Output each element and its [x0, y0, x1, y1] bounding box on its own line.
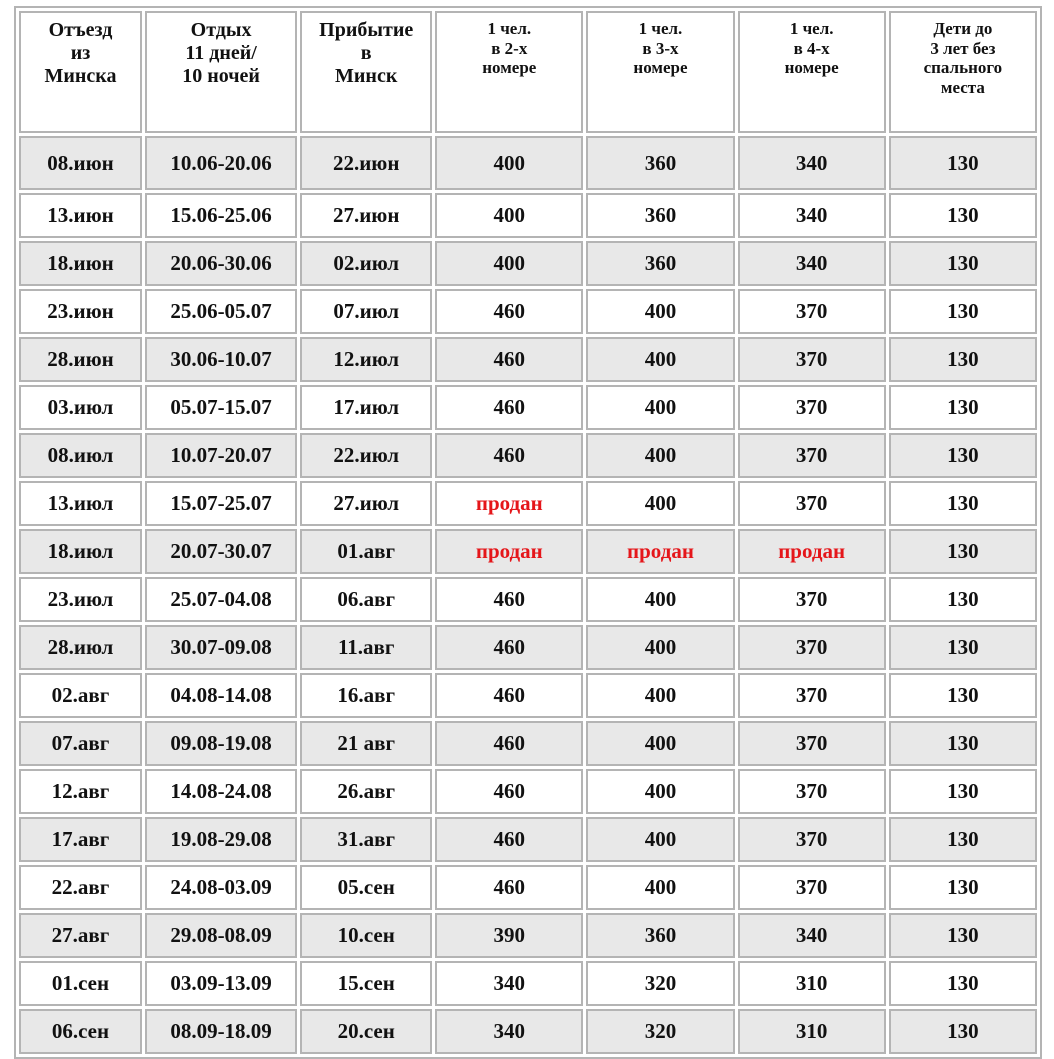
price-table-container [14, 6, 1042, 1059]
cell-arrival-date: 01.авг [300, 529, 432, 574]
cell-price-children: 130 [889, 136, 1037, 190]
cell-arrival-date: 21 авг [300, 721, 432, 766]
cell-stay-period: 03.09-13.09 [145, 961, 297, 1006]
cell-price-quad: 340 [738, 136, 886, 190]
cell-stay-period: 15.07-25.07 [145, 481, 297, 526]
cell-price-double: 460 [435, 769, 583, 814]
cell-price-triple: 400 [586, 865, 734, 910]
cell-arrival-date: 06.авг [300, 577, 432, 622]
cell-price-quad: 370 [738, 673, 886, 718]
cell-arrival-date: 27.июн [300, 193, 432, 238]
cell-departure-date: 23.июн [19, 289, 142, 334]
cell-arrival-date: 11.авг [300, 625, 432, 670]
cell-arrival-date: 22.июл [300, 433, 432, 478]
cell-price-children: 130 [889, 193, 1037, 238]
cell-price-children: 130 [889, 721, 1037, 766]
cell-price-quad: продан [738, 529, 886, 574]
cell-price-double: 460 [435, 865, 583, 910]
cell-price-children: 130 [889, 529, 1037, 574]
cell-price-double: продан [435, 529, 583, 574]
cell-price-children: 130 [889, 385, 1037, 430]
cell-departure-date: 01.сен [19, 961, 142, 1006]
cell-price-quad: 340 [738, 913, 886, 958]
cell-price-double: 400 [435, 193, 583, 238]
table-row [19, 1009, 1037, 1054]
cell-departure-date: 22.авг [19, 865, 142, 910]
cell-arrival-date: 15.сен [300, 961, 432, 1006]
cell-price-triple: 320 [586, 1009, 734, 1054]
cell-stay-period: 15.06-25.06 [145, 193, 297, 238]
cell-price-children: 130 [889, 289, 1037, 334]
cell-price-triple: 360 [586, 913, 734, 958]
cell-arrival-date: 10.сен [300, 913, 432, 958]
cell-price-quad: 370 [738, 385, 886, 430]
cell-price-triple: продан [586, 529, 734, 574]
cell-price-children: 130 [889, 1009, 1037, 1054]
table-row [19, 673, 1037, 718]
cell-stay-period: 08.09-18.09 [145, 1009, 297, 1054]
cell-price-double: 400 [435, 241, 583, 286]
cell-price-double: 340 [435, 961, 583, 1006]
cell-price-quad: 340 [738, 241, 886, 286]
price-table [14, 6, 1042, 1059]
cell-price-double: 390 [435, 913, 583, 958]
cell-stay-period: 20.06-30.06 [145, 241, 297, 286]
cell-price-double: 460 [435, 577, 583, 622]
cell-price-double: 340 [435, 1009, 583, 1054]
header-departure: Отъезд из Минска [19, 11, 142, 133]
cell-price-children: 130 [889, 481, 1037, 526]
cell-departure-date: 02.авг [19, 673, 142, 718]
table-row [19, 817, 1037, 862]
header-price-quad: 1 чел. в 4-х номере [738, 11, 886, 133]
cell-price-quad: 370 [738, 625, 886, 670]
cell-stay-period: 09.08-19.08 [145, 721, 297, 766]
cell-departure-date: 27.авг [19, 913, 142, 958]
table-row [19, 961, 1037, 1006]
cell-arrival-date: 31.авг [300, 817, 432, 862]
cell-price-triple: 400 [586, 433, 734, 478]
table-body [19, 136, 1037, 1054]
table-row [19, 136, 1037, 190]
table-row [19, 385, 1037, 430]
header-arrival: Прибытие в Минск [300, 11, 432, 133]
cell-price-quad: 370 [738, 577, 886, 622]
header-children: Дети до 3 лет без спального места [889, 11, 1037, 133]
cell-arrival-date: 17.июл [300, 385, 432, 430]
cell-departure-date: 08.июл [19, 433, 142, 478]
cell-price-children: 130 [889, 337, 1037, 382]
cell-departure-date: 06.сен [19, 1009, 142, 1054]
cell-price-double: 460 [435, 337, 583, 382]
table-row [19, 721, 1037, 766]
table-row [19, 337, 1037, 382]
cell-stay-period: 25.06-05.07 [145, 289, 297, 334]
cell-arrival-date: 02.июл [300, 241, 432, 286]
cell-price-triple: 400 [586, 289, 734, 334]
cell-arrival-date: 12.июл [300, 337, 432, 382]
cell-price-double: 460 [435, 721, 583, 766]
table-row [19, 913, 1037, 958]
cell-price-quad: 370 [738, 769, 886, 814]
cell-price-quad: 370 [738, 289, 886, 334]
cell-price-children: 130 [889, 433, 1037, 478]
cell-price-quad: 310 [738, 961, 886, 1006]
cell-price-double: 460 [435, 673, 583, 718]
cell-departure-date: 18.июн [19, 241, 142, 286]
header-price-double: 1 чел. в 2-х номере [435, 11, 583, 133]
cell-price-triple: 320 [586, 961, 734, 1006]
header-price-triple: 1 чел. в 3-х номере [586, 11, 734, 133]
cell-price-double: продан [435, 481, 583, 526]
cell-price-children: 130 [889, 241, 1037, 286]
cell-price-triple: 360 [586, 241, 734, 286]
cell-departure-date: 12.авг [19, 769, 142, 814]
cell-departure-date: 18.июл [19, 529, 142, 574]
cell-arrival-date: 20.сен [300, 1009, 432, 1054]
cell-stay-period: 10.06-20.06 [145, 136, 297, 190]
cell-stay-period: 30.06-10.07 [145, 337, 297, 382]
cell-price-quad: 370 [738, 721, 886, 766]
cell-price-triple: 400 [586, 769, 734, 814]
cell-stay-period: 29.08-08.09 [145, 913, 297, 958]
cell-arrival-date: 26.авг [300, 769, 432, 814]
cell-price-triple: 400 [586, 385, 734, 430]
cell-arrival-date: 05.сен [300, 865, 432, 910]
cell-price-triple: 400 [586, 481, 734, 526]
cell-price-quad: 370 [738, 865, 886, 910]
table-row [19, 865, 1037, 910]
cell-price-double: 460 [435, 625, 583, 670]
cell-price-double: 460 [435, 289, 583, 334]
table-row [19, 481, 1037, 526]
cell-departure-date: 28.июл [19, 625, 142, 670]
table-row [19, 529, 1037, 574]
cell-departure-date: 13.июл [19, 481, 142, 526]
cell-arrival-date: 22.июн [300, 136, 432, 190]
cell-stay-period: 14.08-24.08 [145, 769, 297, 814]
cell-stay-period: 24.08-03.09 [145, 865, 297, 910]
cell-price-triple: 400 [586, 673, 734, 718]
table-row [19, 193, 1037, 238]
cell-price-children: 130 [889, 769, 1037, 814]
cell-price-children: 130 [889, 865, 1037, 910]
cell-price-children: 130 [889, 913, 1037, 958]
cell-price-triple: 400 [586, 577, 734, 622]
cell-departure-date: 07.авг [19, 721, 142, 766]
cell-arrival-date: 07.июл [300, 289, 432, 334]
cell-price-children: 130 [889, 961, 1037, 1006]
header-stay: Отдых 11 дней/ 10 ночей [145, 11, 297, 133]
cell-departure-date: 23.июл [19, 577, 142, 622]
cell-stay-period: 10.07-20.07 [145, 433, 297, 478]
cell-departure-date: 17.авг [19, 817, 142, 862]
cell-price-double: 460 [435, 433, 583, 478]
header-row [19, 11, 1037, 133]
table-row [19, 625, 1037, 670]
cell-price-double: 400 [435, 136, 583, 190]
cell-departure-date: 13.июн [19, 193, 142, 238]
table-row [19, 769, 1037, 814]
cell-price-triple: 400 [586, 625, 734, 670]
cell-stay-period: 30.07-09.08 [145, 625, 297, 670]
cell-price-quad: 370 [738, 481, 886, 526]
cell-departure-date: 03.июл [19, 385, 142, 430]
cell-departure-date: 28.июн [19, 337, 142, 382]
cell-stay-period: 25.07-04.08 [145, 577, 297, 622]
table-row [19, 289, 1037, 334]
cell-arrival-date: 27.июл [300, 481, 432, 526]
cell-price-children: 130 [889, 577, 1037, 622]
cell-price-triple: 400 [586, 337, 734, 382]
cell-stay-period: 19.08-29.08 [145, 817, 297, 862]
cell-stay-period: 04.08-14.08 [145, 673, 297, 718]
cell-price-double: 460 [435, 817, 583, 862]
cell-price-children: 130 [889, 817, 1037, 862]
cell-price-children: 130 [889, 625, 1037, 670]
cell-stay-period: 05.07-15.07 [145, 385, 297, 430]
table-row [19, 577, 1037, 622]
cell-price-triple: 360 [586, 193, 734, 238]
cell-price-quad: 310 [738, 1009, 886, 1054]
cell-price-quad: 370 [738, 337, 886, 382]
cell-departure-date: 08.июн [19, 136, 142, 190]
cell-price-quad: 370 [738, 817, 886, 862]
cell-price-quad: 340 [738, 193, 886, 238]
cell-price-triple: 400 [586, 721, 734, 766]
cell-price-triple: 400 [586, 817, 734, 862]
cell-price-quad: 370 [738, 433, 886, 478]
cell-stay-period: 20.07-30.07 [145, 529, 297, 574]
table-row [19, 241, 1037, 286]
cell-price-children: 130 [889, 673, 1037, 718]
table-row [19, 433, 1037, 478]
cell-price-double: 460 [435, 385, 583, 430]
cell-arrival-date: 16.авг [300, 673, 432, 718]
cell-price-triple: 360 [586, 136, 734, 190]
